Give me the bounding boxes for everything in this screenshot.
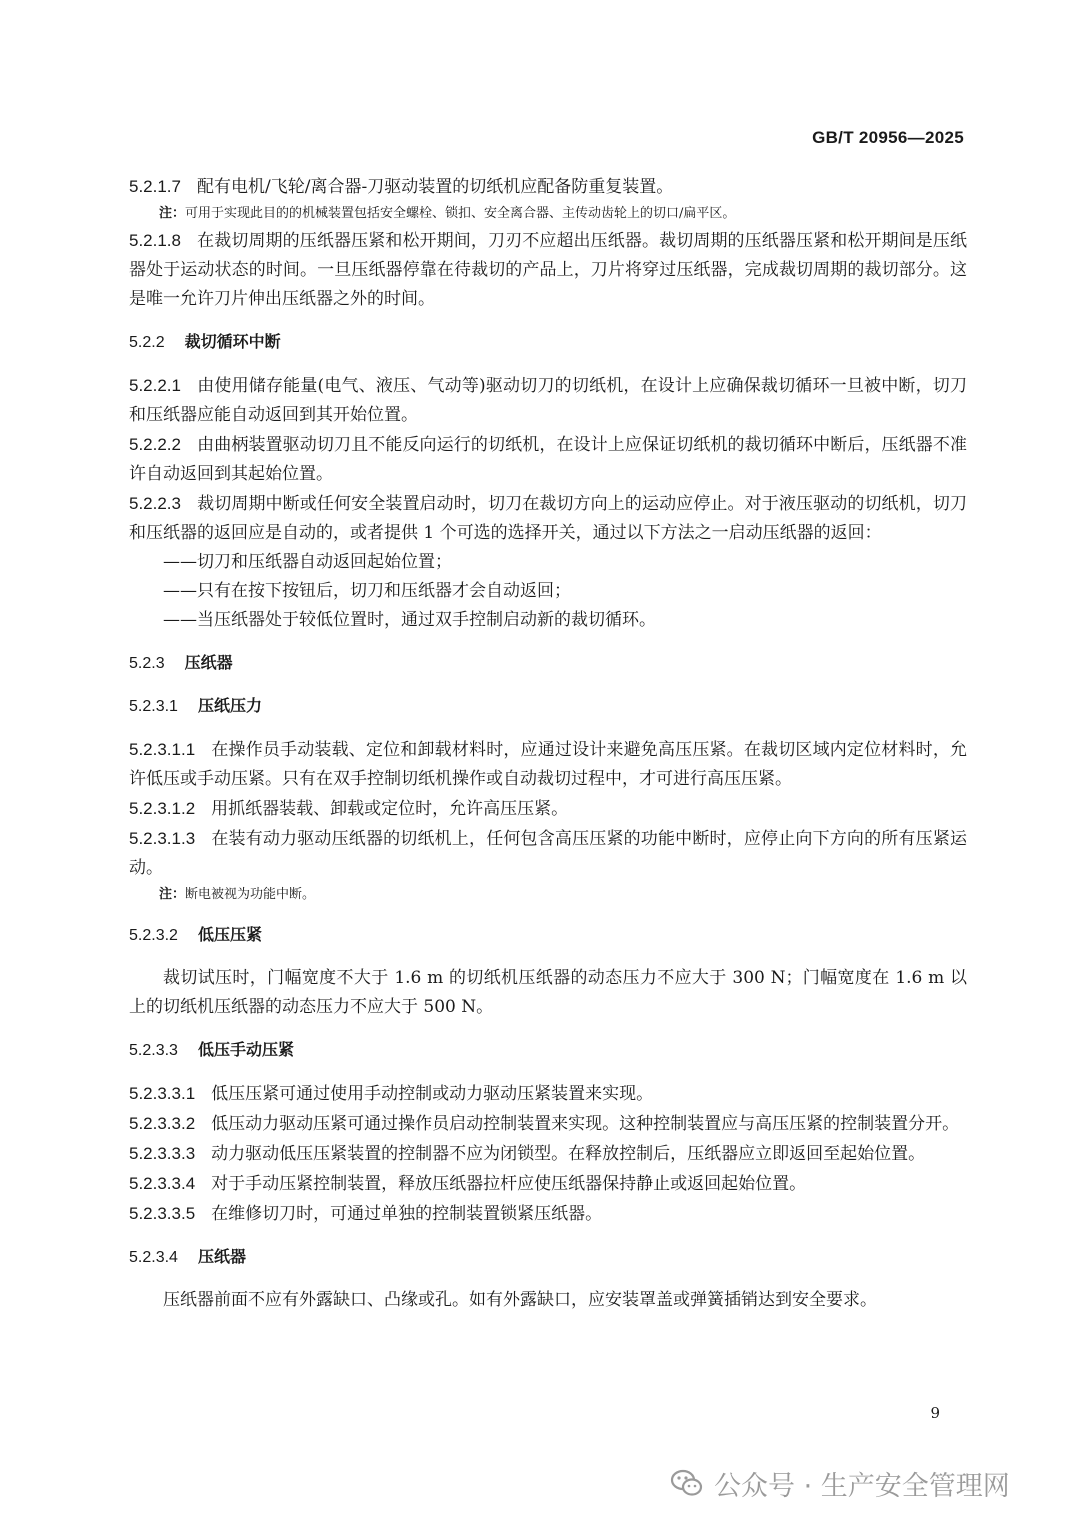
note-label: 注：: [159, 206, 186, 221]
clause-number: 5.2.2.3: [129, 494, 181, 513]
clause-number: 5.2.3.3.3: [129, 1144, 196, 1163]
heading-text: 低压手动压紧: [197, 1042, 294, 1059]
clause-text: 在维修切刀时，可通过单独的控制装置锁紧压纸器。: [211, 1204, 603, 1224]
clause-number: 5.2.3.1.3: [129, 829, 196, 848]
heading-5-2-3: [129, 649, 967, 678]
heading-5-2-2: [129, 328, 967, 357]
heading-number: 5.2.2: [129, 334, 165, 351]
clause-text: 动力驱动低压压紧装置的控制器不应为闭锁型。在释放控制后，压纸器应立即返回至起始位置。: [211, 1144, 926, 1164]
clause-5-2-3-3-5: [129, 1199, 967, 1229]
note: [159, 202, 967, 226]
note-text: 断电被视为功能中断。: [185, 887, 316, 902]
heading-5-2-3-3: [129, 1036, 967, 1065]
clause-number: 5.2.2.1: [129, 376, 181, 395]
list-item: ——只有在按下按钮后，切刀和压纸器才会自动返回；: [163, 581, 571, 601]
heading-5-2-3-2: [129, 921, 967, 950]
heading-text: 压纸器: [184, 655, 233, 672]
clause-5-2-3-3-4: [129, 1169, 967, 1199]
clause-5-2-3-3-1: [129, 1079, 967, 1109]
clause-text: 由使用储存能量(电气、液压、气动等)驱动切刀的切纸机，在设计上应确保裁切循环一旦被中断，切刀和压纸器应能自动返回到其开始位置。: [129, 376, 967, 425]
body-paragraph: 裁切试压时，门幅宽度不大于 1.6 m 的切纸机压纸器的动态压力不应大于 300 N；门幅宽度在 1.6 m 以上的切纸机压纸器的动态压力不应大于 500 N。: [129, 968, 967, 1017]
clause-5-2-3-1-3: [129, 824, 967, 883]
heading-text: 低压压紧: [197, 927, 262, 944]
standard-code-header: GB/T 20956—2025: [812, 128, 964, 147]
clause-text: 在裁切周期的压纸器压紧和松开期间，刀刃不应超出压纸器。裁切周期的压纸器压紧和松开期间是压纸器处于运动状态的时间。一旦压纸器停靠在待裁切的产品上，刀片将穿过压纸器，完成裁切周期的裁切部分。这是唯一允许刀片伸出压纸器之外的时间。: [129, 231, 967, 309]
clause-5-2-2-2: [129, 430, 967, 489]
clause-text: 在操作员手动装载、定位和卸载材料时，应通过设计来避免高压压紧。在裁切区域内定位材料时，允许低压或手动压紧。只有在双手控制切纸机操作或自动裁切过程中，才可进行高压压紧。: [129, 740, 967, 789]
heading-text: 裁切循环中断: [184, 334, 281, 351]
page-number: 9: [930, 1404, 940, 1422]
heading-5-2-3-4: [129, 1243, 967, 1272]
document-body: [129, 172, 967, 1315]
clause-5-2-2-3: [129, 489, 967, 548]
clause-number: 5.2.2.2: [129, 435, 181, 454]
clause-number: 5.2.1.7: [129, 177, 181, 196]
clause-5-2-3-3-2: [129, 1109, 967, 1139]
heading-text: 压纸压力: [197, 698, 262, 715]
clause-number: 5.2.3.3.1: [129, 1084, 196, 1103]
clause-5-2-3-1-1: [129, 735, 967, 794]
clause-text: 配有电机/飞轮/离合器-刀驱动装置的切纸机应配备防重复装置。: [197, 177, 674, 197]
list-item: ——当压纸器处于较低位置时，通过双手控制启动新的裁切循环。: [163, 610, 656, 630]
clause-number: 5.2.1.8: [129, 231, 181, 250]
clause-text: 对于手动压紧控制装置，释放压纸器拉杆应使压纸器保持静止或返回起始位置。: [211, 1174, 807, 1194]
clause-5-2-1-7: [129, 172, 967, 202]
body-paragraph: 压纸器前面不应有外露缺口、凸缘或孔。如有外露缺口，应安装罩盖或弹簧插销达到安全要求。: [163, 1290, 877, 1310]
clause-number: 5.2.3.3.5: [129, 1204, 196, 1223]
heading-number: 5.2.3: [129, 655, 165, 672]
clause-5-2-1-8: [129, 226, 967, 314]
clause-number: 5.2.3.1.2: [129, 799, 196, 818]
clause-text: 用抓纸器装载、卸载或定位时，允许高压压紧。: [211, 799, 569, 819]
note-text: 可用于实现此目的的机械装置包括安全螺栓、锁扣、安全离合器、主传动齿轮上的切口/扁平区。: [185, 206, 736, 221]
wechat-icon: [670, 1466, 704, 1500]
list-item: ——切刀和压纸器自动返回起始位置；: [163, 552, 452, 572]
clause-text: 在装有动力驱动压纸器的切纸机上，任何包含高压压紧的功能中断时，应停止向下方向的所有压紧运动。: [129, 829, 967, 878]
note-label: 注：: [159, 887, 186, 902]
note: [159, 883, 967, 907]
clause-5-2-3-3-3: [129, 1139, 967, 1169]
clause-text: 低压动力驱动压紧可通过操作员启动控制装置来实现。这种控制装置应与高压压紧的控制装置分开。: [211, 1114, 960, 1134]
heading-number: 5.2.3.2: [129, 927, 178, 944]
clause-text: 由曲柄装置驱动切刀且不能反向运行的切纸机，在设计上应保证切纸机的裁切循环中断后，压纸器不准许自动返回到其起始位置。: [129, 435, 967, 484]
clause-text: 裁切周期中断或任何安全装置启动时，切刀在裁切方向上的运动应停止。对于液压驱动的切纸机，切刀和压纸器的返回应是自动的，或者提供 1 个可选的选择开关，通过以下方法之一启动压纸器的返回：: [129, 494, 967, 543]
heading-number: 5.2.3.3: [129, 1042, 178, 1059]
clause-number: 5.2.3.3.4: [129, 1174, 196, 1193]
heading-number: 5.2.3.1: [129, 698, 178, 715]
clause-text: 低压压紧可通过使用手动控制或动力驱动压紧装置来实现。: [211, 1084, 654, 1104]
heading-number: 5.2.3.4: [129, 1249, 178, 1266]
clause-5-2-3-1-2: [129, 794, 967, 824]
clause-number: 5.2.3.1.1: [129, 740, 196, 759]
clause-number: 5.2.3.3.2: [129, 1114, 196, 1133]
heading-text: 压纸器: [197, 1249, 246, 1266]
watermark: [670, 1463, 1010, 1503]
heading-5-2-3-1: [129, 692, 967, 721]
watermark-text: 公众号 · 生产安全管理网: [714, 1470, 1010, 1502]
clause-5-2-2-1: [129, 371, 967, 430]
